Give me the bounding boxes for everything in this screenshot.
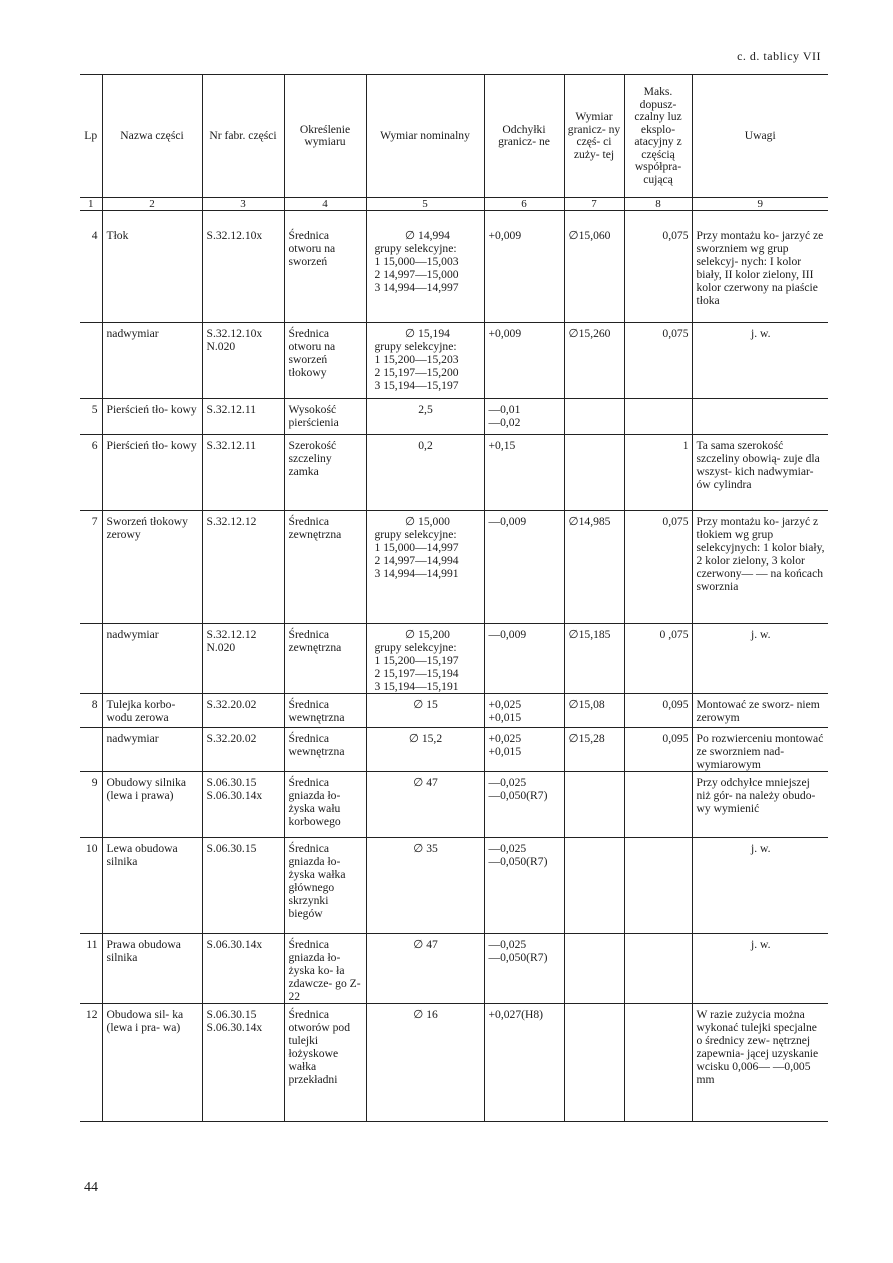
dimension-desc: Średnica zewnętrzna	[288, 515, 342, 541]
remarks: Przy montażu ko- jarzyć z tłokiem wg grup selekcyjnych: 1 kolor biały, 2 kolor zielony, 3 kolor czerwony— — na końcach sworznia	[696, 515, 825, 593]
col-header-uwagi: Uwagi	[692, 75, 828, 198]
cell-luz	[624, 934, 692, 1004]
cell-zuz	[564, 511, 624, 624]
cell-okr	[284, 511, 366, 624]
cell-odch	[484, 323, 564, 399]
part-name: Sworzeń tłokowy zerowy	[106, 515, 188, 541]
tolerance-line: —0,025	[488, 842, 527, 855]
remarks: W razie zużycia można wykonać tulejki specjalne o średnicy zew- nętrznej zapewnia- jącej uzyskanie wcisku 0,006— —0,005 mm	[696, 1008, 819, 1086]
part-number: S.06.30.15	[206, 842, 257, 855]
cell-uwagi	[692, 838, 828, 934]
col-header-name: Nazwa części	[102, 75, 202, 198]
cell-wym	[366, 728, 484, 772]
continuation-label: c. d. tablicy VII	[737, 49, 821, 63]
part-name: Lewa obudowa silnika	[106, 842, 178, 868]
cell-uwagi	[692, 934, 828, 1004]
col-num: 8	[624, 198, 692, 211]
tolerance-line: —0,009	[488, 628, 527, 641]
cell-nr	[202, 934, 284, 1004]
wear-limit: ∅15,060	[568, 229, 611, 242]
col-header-zuz: Wymiar granicz- ny częś- ci zuży- tej	[564, 75, 624, 198]
part-number-2: S.06.30.14x	[206, 1021, 263, 1034]
nominal-line: 1 15,200—15,203	[374, 353, 459, 366]
cell-luz	[624, 211, 692, 323]
cell-odch	[484, 211, 564, 323]
cell-name	[102, 399, 202, 435]
cell-wym	[366, 838, 484, 934]
tolerance-line: +0,009	[488, 327, 522, 340]
table-row	[80, 934, 828, 1004]
cell-lp	[80, 694, 102, 728]
col-num: 7	[564, 198, 624, 211]
col-num: 5	[366, 198, 484, 211]
col-header-okr: Określenie wymiaru	[284, 75, 366, 198]
cell-nr	[202, 511, 284, 624]
part-number: S.32.12.11	[206, 439, 256, 452]
nominal-line: ∅ 15,000	[405, 515, 450, 528]
table-row	[80, 399, 828, 435]
col-num: 6	[484, 198, 564, 211]
cell-lp	[80, 323, 102, 399]
part-number: S.32.20.02	[206, 732, 257, 745]
wear-limit: ∅15,260	[568, 327, 611, 340]
parts-table	[80, 74, 828, 1122]
cell-lp	[80, 511, 102, 624]
cell-zuz	[564, 323, 624, 399]
dimension-desc: Wysokość pierścienia	[288, 403, 339, 429]
col-num: 3	[202, 198, 284, 211]
cell-nr	[202, 772, 284, 838]
part-number: S.06.30.14x	[206, 938, 263, 951]
cell-nr	[202, 323, 284, 399]
part-number: S.06.30.15	[206, 776, 257, 789]
remarks: j. w.	[750, 938, 771, 951]
table-row	[80, 323, 828, 399]
cell-odch	[484, 1004, 564, 1122]
cell-zuz	[564, 728, 624, 772]
nominal-line: ∅ 47	[413, 776, 438, 789]
remarks: Po rozwierceniu montować ze sworzniem nad- wymiarowym	[696, 732, 824, 771]
max-clearance: 0,075	[662, 327, 689, 340]
dimension-desc: Średnica gniazda ło- żyska wałka głównego skrzynki biegów	[288, 842, 346, 920]
cell-lp	[80, 624, 102, 694]
nominal-line: ∅ 47	[413, 938, 438, 951]
cell-luz	[624, 728, 692, 772]
part-number: S.06.30.15	[206, 1008, 257, 1021]
table-row	[80, 511, 828, 624]
part-name: Obudowa sil- ka (lewa i pra- wa)	[106, 1008, 184, 1034]
col-header-odch: Odchyłki granicz- ne	[484, 75, 564, 198]
nominal-line: 2 15,197—15,200	[374, 366, 459, 379]
cell-odch	[484, 694, 564, 728]
cell-okr	[284, 399, 366, 435]
tolerance-line: +0,025	[488, 732, 522, 745]
remarks: Przy montażu ko- jarzyć ze sworzniem wg grup selekcyj- nych: I kolor biały, II kolor zielony, III kolor czerwony na piaście tłoka	[696, 229, 824, 307]
cell-luz	[624, 323, 692, 399]
cell-wym	[366, 323, 484, 399]
wear-limit: ∅15,28	[568, 732, 605, 745]
nominal-line: 3 14,994—14,997	[374, 281, 459, 294]
cell-name	[102, 211, 202, 323]
cell-zuz	[564, 211, 624, 323]
part-name: nadwymiar	[106, 628, 159, 641]
cell-name	[102, 511, 202, 624]
cell-odch	[484, 772, 564, 838]
max-clearance: 0,095	[662, 698, 689, 711]
cell-zuz	[564, 934, 624, 1004]
header-row	[80, 75, 828, 198]
nominal-line: ∅ 15,194	[405, 327, 450, 340]
cell-luz	[624, 435, 692, 511]
cell-lp	[80, 211, 102, 323]
nominal-line: 2 14,997—14,994	[374, 554, 459, 567]
cell-luz	[624, 694, 692, 728]
tolerance-line: —0,025	[488, 938, 527, 951]
cell-odch	[484, 838, 564, 934]
cell-lp	[80, 1004, 102, 1122]
part-number: S.32.12.12	[206, 628, 257, 641]
part-name: Tłok	[106, 229, 129, 242]
part-name: Obudowy silnika (lewa i prawa)	[106, 776, 187, 802]
nominal-line: ∅ 35	[413, 842, 438, 855]
table-row	[80, 838, 828, 934]
nominal-line: ∅ 16	[413, 1008, 438, 1021]
cell-wym	[366, 435, 484, 511]
col-header-wym: Wymiar nominalny	[366, 75, 484, 198]
tolerance-line: +0,015	[488, 745, 522, 758]
cell-odch	[484, 511, 564, 624]
cell-nr	[202, 694, 284, 728]
table-row	[80, 694, 828, 728]
cell-name	[102, 1004, 202, 1122]
part-number: S.32.12.10x	[206, 229, 263, 242]
cell-wym	[366, 511, 484, 624]
remarks: Przy odchyłce mniejszej niż gór- na należy obudo- wy wymienić	[696, 776, 816, 815]
cell-nr	[202, 838, 284, 934]
max-clearance: 1	[682, 439, 689, 452]
cell-lp	[80, 772, 102, 838]
cell-zuz	[564, 435, 624, 511]
tolerance-line: —0,050(R7)	[488, 951, 548, 964]
tolerance-line: —0,050(R7)	[488, 789, 548, 802]
max-clearance: 0 ,075	[659, 628, 689, 641]
nominal-line: grupy selekcyjne:	[374, 242, 457, 255]
cell-odch	[484, 435, 564, 511]
part-number: S.32.12.10x	[206, 327, 263, 340]
nominal-line: 3 14,994—14,991	[374, 567, 459, 580]
cell-okr	[284, 772, 366, 838]
cell-wym	[366, 1004, 484, 1122]
cell-lp	[80, 934, 102, 1004]
cell-okr	[284, 323, 366, 399]
cell-luz	[624, 838, 692, 934]
cell-zuz	[564, 624, 624, 694]
cell-okr	[284, 624, 366, 694]
cell-odch	[484, 728, 564, 772]
table-row	[80, 772, 828, 838]
nominal-line: grupy selekcyjne:	[374, 340, 457, 353]
nominal-line: ∅ 15,200	[405, 628, 450, 641]
max-clearance: 0,095	[662, 732, 689, 745]
cell-luz	[624, 399, 692, 435]
col-header-luz: Maks. dopusz- czalny luz eksplo- atacyjny z częścią współpra- cującą	[624, 75, 692, 198]
dimension-desc: Średnica gniazda ło- żyska wału korbowego	[288, 776, 341, 828]
cell-odch	[484, 624, 564, 694]
tolerance-line: +0,027(H8)	[488, 1008, 544, 1021]
part-number-2: N.020	[206, 340, 236, 353]
cell-uwagi	[692, 211, 828, 323]
cell-wym	[366, 934, 484, 1004]
lp-text: 12	[85, 1008, 98, 1021]
part-name: Pierścień tło- kowy	[106, 439, 197, 452]
cell-lp	[80, 399, 102, 435]
cell-wym	[366, 211, 484, 323]
cell-wym	[366, 399, 484, 435]
table-row	[80, 624, 828, 694]
tolerance-line: +0,15	[488, 439, 516, 452]
cell-okr	[284, 211, 366, 323]
cell-nr	[202, 728, 284, 772]
part-number: S.32.20.02	[206, 698, 257, 711]
nominal-line: ∅ 15,2	[408, 732, 443, 745]
max-clearance: 0,075	[662, 229, 689, 242]
col-header-nr: Nr fabr. części	[202, 75, 284, 198]
part-number: S.32.12.12	[206, 515, 257, 528]
col-header-lp: Lp	[80, 75, 102, 198]
cell-nr	[202, 435, 284, 511]
dimension-desc: Średnica otworu na sworzeń	[288, 229, 336, 268]
tolerance-line: +0,025	[488, 698, 522, 711]
cell-uwagi	[692, 399, 828, 435]
nominal-line: ∅ 15	[413, 698, 438, 711]
cell-nr	[202, 211, 284, 323]
wear-limit: ∅14,985	[568, 515, 611, 528]
remarks: j. w.	[750, 842, 771, 855]
cell-uwagi	[692, 728, 828, 772]
cell-luz	[624, 511, 692, 624]
cell-name	[102, 838, 202, 934]
dimension-desc: Średnica wewnętrzna	[288, 698, 345, 724]
lp-text: 5	[91, 403, 98, 416]
cell-uwagi	[692, 694, 828, 728]
tolerance-line: +0,009	[488, 229, 522, 242]
cell-name	[102, 323, 202, 399]
cell-nr	[202, 1004, 284, 1122]
cell-name	[102, 435, 202, 511]
tolerance-line: —0,025	[488, 776, 527, 789]
cell-uwagi	[692, 772, 828, 838]
table-row	[80, 1004, 828, 1122]
cell-name	[102, 728, 202, 772]
cell-okr	[284, 728, 366, 772]
cell-luz	[624, 772, 692, 838]
cell-okr	[284, 694, 366, 728]
cell-wym	[366, 694, 484, 728]
col-num: 9	[692, 198, 828, 211]
remarks: j. w.	[750, 327, 771, 340]
part-name: Tulejka korbo- wodu zerowa	[106, 698, 176, 724]
nominal-line: 2 15,197—15,194	[374, 667, 459, 680]
cell-zuz	[564, 694, 624, 728]
lp-text: 4	[91, 229, 98, 242]
dimension-desc: Średnica otworów pod tulejki łożyskowe wałka przekładni	[288, 1008, 351, 1086]
cell-name	[102, 694, 202, 728]
part-name: Pierścień tło- kowy	[106, 403, 197, 416]
cell-nr	[202, 624, 284, 694]
table-row	[80, 728, 828, 772]
cell-uwagi	[692, 624, 828, 694]
lp-text: 7	[91, 515, 98, 528]
cell-wym	[366, 772, 484, 838]
part-name: Prawa obudowa silnika	[106, 938, 181, 964]
lp-text: 9	[91, 776, 98, 789]
cell-uwagi	[692, 323, 828, 399]
cell-nr	[202, 399, 284, 435]
nominal-line: 1 15,000—15,003	[374, 255, 459, 268]
part-number: S.32.12.11	[206, 403, 256, 416]
cell-lp	[80, 435, 102, 511]
lp-text: 10	[85, 842, 98, 855]
remarks: j. w.	[750, 628, 771, 641]
nominal-line: 0,2	[418, 439, 433, 452]
nominal-line: grupy selekcyjne:	[374, 528, 457, 541]
cell-okr	[284, 435, 366, 511]
cell-name	[102, 772, 202, 838]
nominal-line: 1 15,000—14,997	[374, 541, 459, 554]
nominal-line: 3 15,194—15,197	[374, 379, 459, 392]
tolerance-line: —0,009	[488, 515, 527, 528]
part-number-2: S.06.30.14x	[206, 789, 263, 802]
lp-text: 8	[91, 698, 98, 711]
table-body	[80, 211, 828, 1122]
nominal-line: 2,5	[418, 403, 433, 416]
col-num: 1	[80, 198, 102, 211]
tolerance-line: —0,02	[488, 416, 521, 429]
cell-okr	[284, 1004, 366, 1122]
cell-okr	[284, 838, 366, 934]
dimension-desc: Średnica gniazda ło- żyska ko- ła zdawcze- go Z-22	[288, 938, 361, 1003]
cell-zuz	[564, 838, 624, 934]
column-number-row	[80, 198, 828, 211]
tolerance-line: +0,015	[488, 711, 522, 724]
wear-limit: ∅15,08	[568, 698, 605, 711]
nominal-line: ∅ 14,994	[405, 229, 450, 242]
page-number: 44	[84, 1180, 98, 1195]
dimension-desc: Średnica zewnętrzna	[288, 628, 342, 654]
nominal-line: 3 15,194—15,191	[374, 680, 459, 693]
wear-limit: ∅15,185	[568, 628, 611, 641]
part-name: nadwymiar	[106, 732, 159, 745]
cell-zuz	[564, 772, 624, 838]
remarks: Montować ze sworz- niem zerowym	[696, 698, 820, 724]
cell-zuz	[564, 1004, 624, 1122]
col-num: 4	[284, 198, 366, 211]
cell-uwagi	[692, 1004, 828, 1122]
tolerance-line: —0,050(R7)	[488, 855, 548, 868]
cell-odch	[484, 934, 564, 1004]
part-number-2: N.020	[206, 641, 236, 654]
cell-zuz	[564, 399, 624, 435]
nominal-line: 1 15,200—15,197	[374, 654, 459, 667]
cell-lp	[80, 838, 102, 934]
max-clearance: 0,075	[662, 515, 689, 528]
table-row	[80, 435, 828, 511]
cell-name	[102, 934, 202, 1004]
nominal-line: grupy selekcyjne:	[374, 641, 457, 654]
dimension-desc: Średnica otworu na sworzeń tłokowy	[288, 327, 336, 379]
cell-luz	[624, 624, 692, 694]
tolerance-line: —0,01	[488, 403, 521, 416]
cell-lp	[80, 728, 102, 772]
cell-okr	[284, 934, 366, 1004]
cell-odch	[484, 399, 564, 435]
lp-text: 11	[86, 938, 98, 951]
dimension-desc: Średnica wewnętrzna	[288, 732, 345, 758]
nominal-line: 2 14,997—15,000	[374, 268, 459, 281]
table-row	[80, 211, 828, 323]
remarks: Ta sama szerokość szczeliny obowią- zuje dla wszyst- kich nadwymiar- ów cylindra	[696, 439, 820, 491]
cell-wym	[366, 624, 484, 694]
lp-text: 6	[91, 439, 98, 452]
col-num: 2	[102, 198, 202, 211]
dimension-desc: Szerokość szczeliny zamka	[288, 439, 337, 478]
cell-uwagi	[692, 511, 828, 624]
cell-uwagi	[692, 435, 828, 511]
cell-name	[102, 624, 202, 694]
part-name: nadwymiar	[106, 327, 159, 340]
cell-luz	[624, 1004, 692, 1122]
